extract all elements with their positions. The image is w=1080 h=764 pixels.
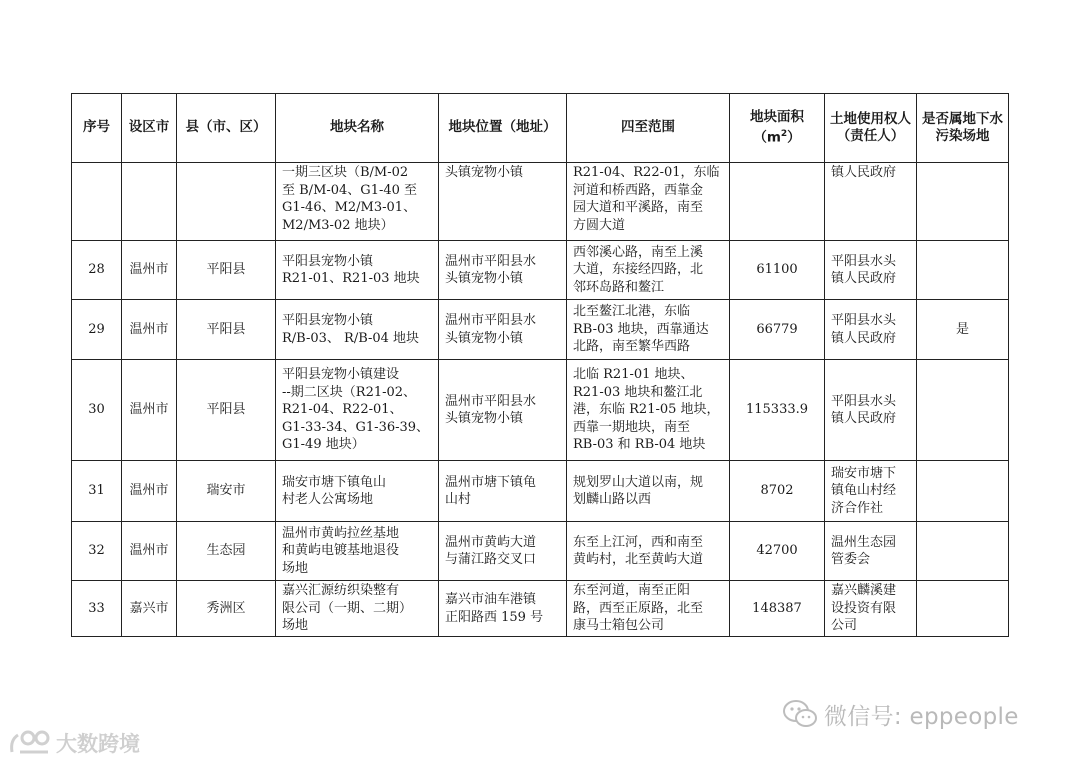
cell-bounds-line: 康马士箱包公司: [573, 618, 665, 634]
cell-location: [439, 163, 567, 241]
table-row: [72, 522, 1009, 581]
cell-bounds-line: 西靠一期地块，南至: [573, 419, 691, 435]
site-list-table-container: [71, 93, 1009, 637]
cell-name-line: M2/M3-02 地块）: [282, 217, 394, 233]
cell-city: 温州市: [122, 522, 177, 581]
cell-name: [276, 241, 439, 300]
cell-city: 嘉兴市: [122, 581, 177, 637]
cell-bounds: [567, 360, 730, 461]
cell-owner-line: 镇龟山村经: [831, 483, 897, 499]
cell-location-line: 温州市平阳县水: [445, 313, 537, 328]
brand-logo-icon: [8, 730, 52, 756]
cell-bounds-line: 划麟山路以西: [573, 492, 652, 507]
cell-name-line: R21-04、R22-01、: [282, 402, 403, 418]
cell-no: 30: [72, 360, 122, 461]
cell-name-line: --期二区块（R21-02、: [282, 384, 417, 400]
cell-area: 61100: [730, 241, 825, 300]
cell-owner: [825, 360, 917, 461]
cell-location-line: 与蒲江路交叉口: [445, 552, 537, 567]
cell-bounds-line: 大道，东接经四路，北: [573, 262, 704, 278]
cell-name: [276, 360, 439, 461]
cell-owner-line: 温州生态园: [831, 534, 897, 550]
cell-county: [177, 163, 276, 241]
table-row: [72, 461, 1009, 522]
cell-no: 29: [72, 300, 122, 360]
brand-name-text: 大数跨境: [56, 732, 140, 756]
cell-name-line: 嘉兴汇源纺织染整有: [282, 583, 400, 599]
cell-no: 33: [72, 581, 122, 637]
header-area: [730, 94, 825, 163]
cell-location-line: 山村: [445, 492, 472, 507]
cell-name-line: 村老人公寓场地: [282, 492, 374, 507]
cell-name-line: 场地: [282, 560, 309, 576]
cell-area: 42700: [730, 522, 825, 581]
header-area-unit-open: （m: [753, 129, 781, 146]
cell-name-line: G1-49 地块）: [282, 437, 365, 453]
cell-owner: [825, 522, 917, 581]
cell-name: [276, 522, 439, 581]
cell-bounds-line: 北临 R21-01 地块、: [573, 367, 694, 383]
cell-area: 8702: [730, 461, 825, 522]
header-polluted: 是否属地下水污染场地: [917, 94, 1009, 163]
cell-polluted: [917, 581, 1009, 637]
cell-city: 温州市: [122, 241, 177, 300]
cell-location-line: 温州市平阳县水: [445, 393, 537, 409]
cell-bounds-line: R21-03 地块和鳌江北: [573, 384, 703, 400]
cell-location-line: 头镇宠物小镇: [445, 271, 524, 286]
table-row: [72, 360, 1009, 461]
table-row: [72, 581, 1009, 637]
cell-location: [439, 300, 567, 360]
table-row: [72, 300, 1009, 360]
header-location: 地块位置（地址）: [439, 94, 567, 163]
cell-bounds-line: 方圆大道: [573, 217, 626, 233]
cell-bounds-line: 河道和桥西路，西靠金: [573, 182, 704, 198]
cell-name-line: R21-01、R21-03 地块: [282, 271, 420, 286]
cell-location: [439, 360, 567, 461]
cell-owner-line: 镇人民政府: [831, 411, 897, 426]
cell-area: 66779: [730, 300, 825, 360]
cell-location-line: 温州市平阳县水: [445, 253, 537, 269]
wechat-icon: [782, 699, 818, 729]
cell-location: [439, 241, 567, 300]
cell-owner-line: 镇人民政府: [831, 330, 897, 346]
header-no: 序号: [72, 94, 122, 163]
cell-owner-line: 管委会: [831, 552, 871, 567]
wechat-id-text: 微信号: eppeople: [824, 703, 1019, 730]
cell-name: [276, 163, 439, 241]
cell-bounds-line: R21-04、R22-01，东临: [573, 165, 720, 180]
header-area-unit-close: ）: [787, 129, 801, 146]
cell-owner-line: 平阳县水头: [831, 393, 897, 409]
cell-location-line: 温州市塘下镇龟: [445, 474, 537, 490]
cell-county: 秀洲区: [177, 581, 276, 637]
header-city: 设区市: [122, 94, 177, 163]
header-area-unit-sup: 2: [780, 129, 788, 140]
cell-bounds-line: 东至上江河，西和南至: [573, 534, 704, 550]
cell-owner: [825, 300, 917, 360]
cell-owner-line: 平阳县水头: [831, 313, 897, 328]
cell-bounds-line: 黄屿村，北至黄屿大道: [573, 552, 704, 567]
cell-name-line: G1-33-34、G1-36-39、: [282, 419, 430, 435]
cell-location-line: 温州市黄屿大道: [445, 534, 537, 550]
cell-bounds-line: 西邻溪心路，南至上溪: [573, 244, 704, 260]
cell-bounds: [567, 300, 730, 360]
cell-bounds-line: 港，东临 R21-05 地块，: [573, 402, 720, 418]
cell-no: 31: [72, 461, 122, 522]
cell-name: [276, 461, 439, 522]
cell-bounds-line: 路，西至正原路，北至: [573, 600, 704, 616]
cell-owner-line: 镇人民政府: [831, 165, 897, 180]
cell-area: [730, 163, 825, 241]
cell-owner-line: 瑞安市塘下: [831, 465, 897, 481]
cell-owner-line: 设投资有限: [831, 600, 897, 616]
cell-bounds: [567, 461, 730, 522]
table-row: [72, 241, 1009, 300]
cell-county: 生态园: [177, 522, 276, 581]
cell-city: 温州市: [122, 300, 177, 360]
cell-city: 温州市: [122, 360, 177, 461]
cell-name: [276, 300, 439, 360]
header-county: 县（市、区）: [177, 94, 276, 163]
cell-owner-line: 济合作社: [831, 500, 884, 516]
cell-polluted: [917, 360, 1009, 461]
cell-bounds: [567, 241, 730, 300]
cell-name: [276, 581, 439, 637]
cell-location: [439, 581, 567, 637]
header-owner: 土地使用权人（责任人）: [825, 94, 917, 163]
cell-bounds-line: 规划罗山大道以南，规: [573, 474, 704, 490]
cell-owner-line: 镇人民政府: [831, 271, 897, 286]
cell-city: 温州市: [122, 461, 177, 522]
cell-bounds-line: RB-03 地块，西靠通达: [573, 321, 709, 337]
cell-owner-line: 公司: [831, 618, 858, 634]
cell-county: 平阳县: [177, 241, 276, 300]
cell-bounds-line: 邻环岛路和鳌江: [573, 279, 665, 295]
cell-polluted: [917, 461, 1009, 522]
cell-no: 32: [72, 522, 122, 581]
cell-county: 瑞安市: [177, 461, 276, 522]
header-name: 地块名称: [276, 94, 439, 163]
cell-owner: [825, 461, 917, 522]
cell-bounds-line: 北至鳌江北港，东临: [573, 304, 691, 320]
cell-location-line: 正阳路西 159 号: [445, 609, 544, 625]
cell-no: [72, 163, 122, 241]
cell-location: [439, 461, 567, 522]
header-area-line1: 地块面积: [750, 108, 804, 125]
cell-county: 平阳县: [177, 300, 276, 360]
cell-owner-line: 嘉兴麟溪建: [831, 583, 897, 599]
cell-polluted: 是: [917, 300, 1009, 360]
cell-area: 148387: [730, 581, 825, 637]
cell-bounds-line: RB-03 和 RB-04 地块: [573, 437, 706, 453]
cell-name-line: 场地: [282, 618, 309, 634]
cell-area: 115333.9: [730, 360, 825, 461]
cell-bounds: [567, 522, 730, 581]
cell-name-line: 平阳县宠物小镇: [282, 253, 374, 269]
cell-location-line: 头镇宠物小镇: [445, 411, 524, 426]
cell-location-line: 嘉兴市油车港镇: [445, 592, 537, 607]
cell-city: [122, 163, 177, 241]
cell-no: 28: [72, 241, 122, 300]
cell-polluted: [917, 163, 1009, 241]
cell-name-line: 平阳县宠物小镇建设: [282, 367, 400, 383]
cell-name-line: 瑞安市塘下镇龟山: [282, 474, 387, 490]
cell-name-line: R/B-03、 R/B-04 地块: [282, 330, 420, 346]
brand-watermark: [8, 728, 140, 758]
cell-county: 平阳县: [177, 360, 276, 461]
cell-polluted: [917, 522, 1009, 581]
cell-location: [439, 522, 567, 581]
cell-name-line: 和黄屿电镀基地退役: [282, 543, 400, 559]
cell-owner: [825, 163, 917, 241]
cell-name-line: 至 B/M-04、G1-40 至: [282, 182, 418, 198]
contaminated-sites-table: [71, 93, 1009, 637]
cell-polluted: [917, 241, 1009, 300]
cell-owner: [825, 581, 917, 637]
cell-bounds-line: 园大道和平溪路，南至: [573, 200, 704, 215]
table-row: [72, 163, 1009, 241]
cell-location-line: 头镇宠物小镇: [445, 330, 524, 346]
cell-name-line: 温州市黄屿拉丝基地: [282, 525, 400, 541]
cell-owner-line: 平阳县水头: [831, 253, 897, 269]
cell-location-line: 头镇宠物小镇: [445, 165, 524, 180]
cell-bounds: [567, 163, 730, 241]
cell-name-line: 限公司（一期、二期）: [282, 600, 413, 616]
cell-bounds-line: 东至河道，南至正阳: [573, 583, 691, 599]
cell-name-line: G1-46、M2/M3-01、: [282, 200, 417, 215]
cell-name-line: 一期三区块（B/M-02: [282, 165, 409, 180]
cell-bounds: [567, 581, 730, 637]
wechat-watermark: [782, 698, 1019, 730]
cell-bounds-line: 北路，南至繁华西路: [573, 339, 691, 355]
cell-owner: [825, 241, 917, 300]
table-body: [72, 163, 1009, 637]
cell-name-line: 平阳县宠物小镇: [282, 313, 374, 328]
header-bounds: 四至范围: [567, 94, 730, 163]
table-header-row: [72, 94, 1009, 163]
